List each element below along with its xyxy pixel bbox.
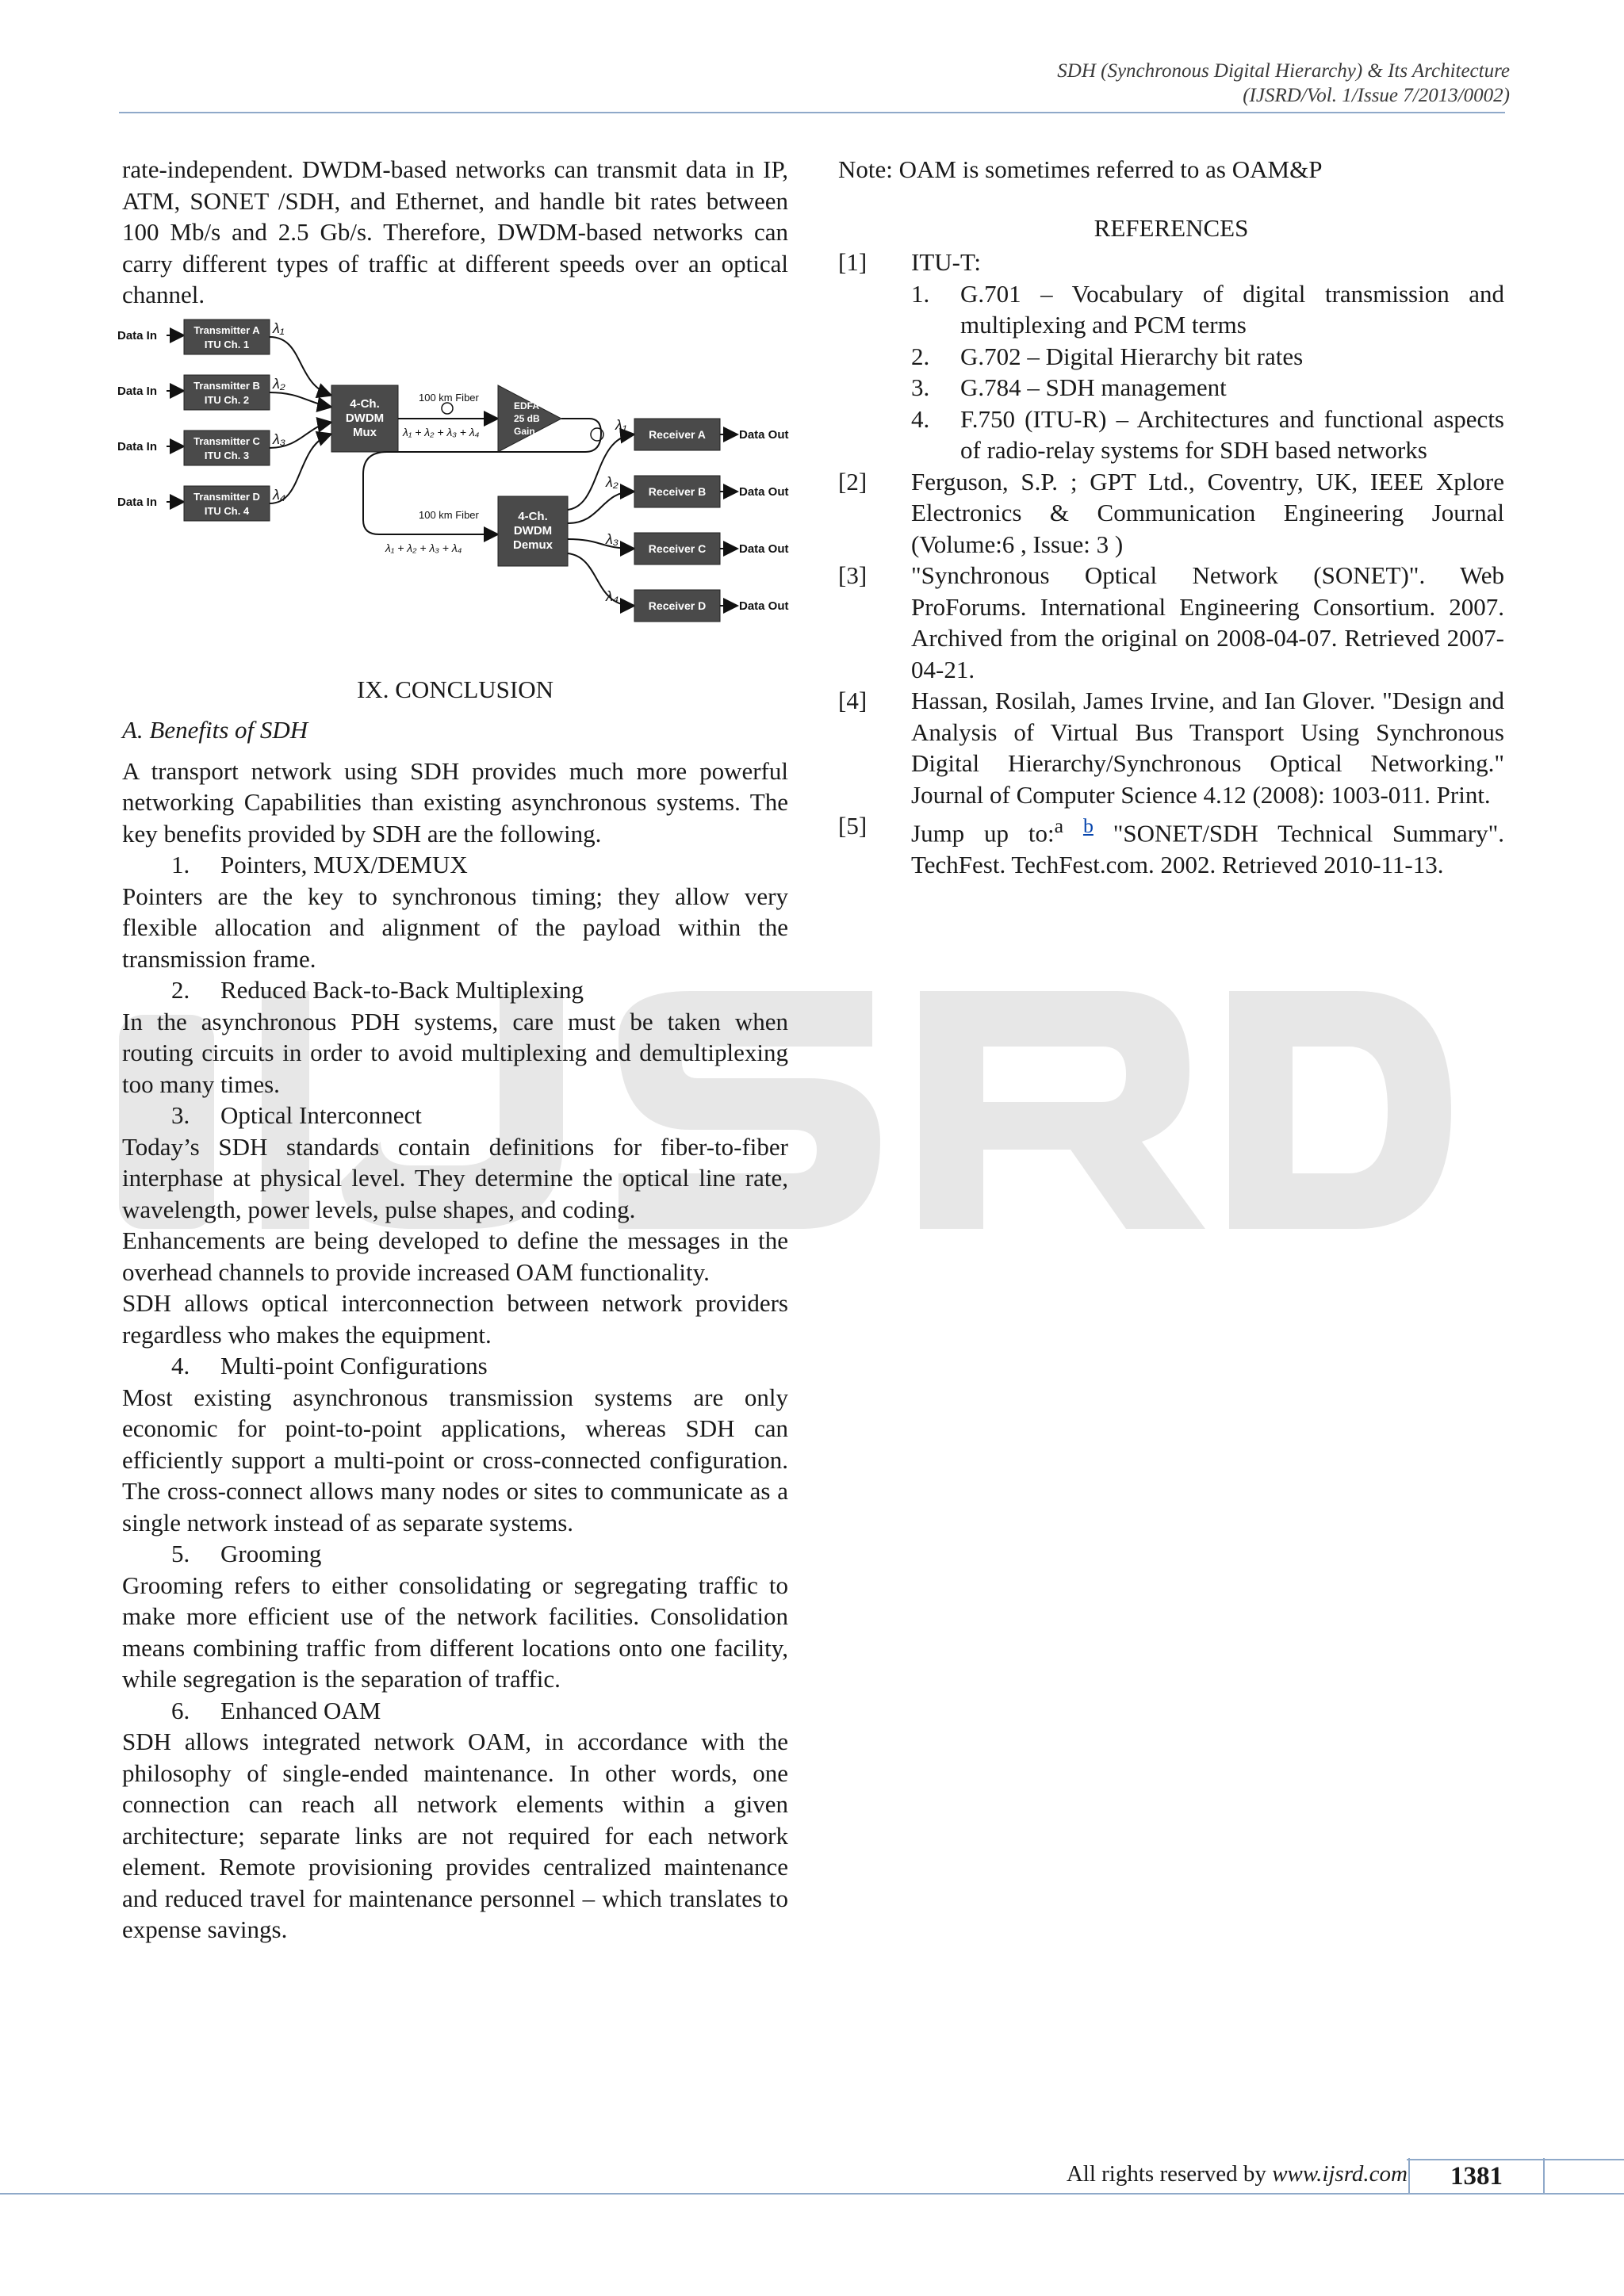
data-in-label-3: Data In <box>117 439 158 453</box>
benefit-6-title: 6. Enhanced OAM <box>171 1696 381 1724</box>
benefits-intro: A transport network using SDH provides much more powerful networking Capabilities than existing asynchronous systems. The key benefits provided by SDH are the following. <box>122 756 788 848</box>
svg-text:Gain: Gain <box>514 425 535 437</box>
svg-text:Transmitter A: Transmitter A <box>193 323 260 336</box>
jump-link-b[interactable]: b <box>1082 814 1094 837</box>
receiver-c <box>634 533 720 564</box>
dwdm-diagram <box>117 316 791 649</box>
dwdm-mux <box>331 385 398 452</box>
benefit-6-text: SDH allows integrated network OAM, in accordance with the philosophy of single-ended maintenance. In other words, one connection can reach all network elements within a given architecture; separate links are not required for each network element. Remote provisioning provides centralized maintenance and reduced travel for maintenance personnel – which translates to expense savings. <box>122 1728 788 1943</box>
reference-1: [1] ITU-T: 1. G.701 – Vocabulary of digital transmission and multiplexing and PCM terms 2. G.702 – Digital Hierarchy bit rates 3. G.784 – SDH management 4. F.750 (ITU-R) – Architectures and functional aspects of radio-relay systems for SDH based networks <box>838 247 1504 466</box>
oam-note: Note: OAM is sometimes referred to as OAM&P <box>838 155 1323 183</box>
svg-text:Receiver A: Receiver A <box>649 427 706 441</box>
page-number: 1381 <box>1408 2158 1545 2195</box>
benefit-4-title: 4. Multi-point Configurations <box>171 1352 488 1380</box>
benefit-2-title: 2. Reduced Back-to-Back Multiplexing <box>171 976 584 1004</box>
right-column <box>838 154 1504 880</box>
svg-text:Transmitter B: Transmitter B <box>193 379 260 392</box>
tx-lambda-2: λ₂ <box>273 375 285 392</box>
benefit-3-text-2: Enhancements are being developed to define the messages in the overhead channels to provide increased OAM functionality. <box>122 1226 788 1286</box>
svg-text:Receiver D: Receiver D <box>648 599 707 612</box>
transmitter-d <box>184 486 270 521</box>
dwdm-demux <box>498 496 568 566</box>
footer-rights: All rights reserved by www.ijsrd.com <box>1066 2161 1408 2187</box>
header-citation: (IJSRD/Vol. 1/Issue 7/2013/0002) <box>1243 85 1510 106</box>
reference-1-item-4: 4. F.750 (ITU-R) – Architectures and functional aspects of radio-relay systems for SDH based networks <box>911 404 1504 464</box>
running-header <box>1057 59 1510 108</box>
header-title: SDH (Synchronous Digital Hierarchy) & Its Architecture <box>1057 60 1510 82</box>
receiver-a <box>634 419 720 450</box>
wavelength-sum-top: λ₁ + λ₂ + λ₃ + λ₄ <box>403 425 480 438</box>
svg-text:ITU Ch. 1: ITU Ch. 1 <box>204 338 250 350</box>
reference-5: [5] Jump up to:$^a$ $^b$ "SONET/SDH Technical Summary". TechFest. TechFest.com. 2002. Retrieved 2010-11-13. <box>838 812 1505 878</box>
svg-text:ITU Ch. 2: ITU Ch. 2 <box>204 393 250 406</box>
data-out-label-3: Data Out <box>739 541 789 556</box>
reference-3: [3] "Synchronous Optical Network (SONET)". Web ProForums. International Engineering Consortium. 2007. Archived from the original on 2008-04-07. Retrieved 2007-04-21. <box>838 561 1504 683</box>
benefit-1-title: 1. Pointers, MUX/DEMUX <box>171 851 468 878</box>
references-heading: REFERENCES <box>1094 213 1249 242</box>
transmitter-c <box>184 430 270 465</box>
svg-text:ITU Ch. 3: ITU Ch. 3 <box>204 449 250 461</box>
fiber-label-bottom: 100 km Fiber <box>419 508 479 521</box>
svg-text:Receiver C: Receiver C <box>648 541 707 555</box>
transmitter-a <box>184 320 270 354</box>
header-rule <box>119 112 1505 113</box>
reference-4: [4] Hassan, Rosilah, James Irvine, and Ian Glover. "Design and Analysis of Virtual Bus Transport Using Synchronous Digital Hierarchy/Synchronous Optical Networking." Journal of Computer Science 4.12 (2008): 1003-011. Print. <box>838 687 1504 809</box>
svg-text:ITU Ch. 4: ITU Ch. 4 <box>204 504 250 517</box>
svg-text:25 dB: 25 dB <box>514 412 540 424</box>
reference-1-item-1: 1. G.701 – Vocabulary of digital transmission and multiplexing and PCM terms <box>911 279 1504 339</box>
rx-lambda-4: λ₄ <box>606 587 619 604</box>
rx-lambda-2: λ₂ <box>606 473 619 490</box>
benefit-3-text-3: SDH allows optical interconnection between network providers regardless who makes the equipment. <box>122 1289 788 1349</box>
receiver-b <box>634 476 720 507</box>
svg-text:Transmitter D: Transmitter D <box>193 490 260 503</box>
reference-1-item-3: 3. G.784 – SDH management <box>911 373 1227 401</box>
reference-2: [2] Ferguson, S.P. ; GPT Ltd., Coventry, UK, IEEE Xplore Electronics & Communication Engineering Journal (Volume:6 , Issue: 3 ) <box>838 467 1504 558</box>
benefit-2-text: In the asynchronous PDH systems, care must be taken when routing circuits in order to avoid multiplexing and demultiplexing too many times. <box>122 1007 788 1098</box>
data-in-label-2: Data In <box>117 384 158 398</box>
receiver-d <box>634 590 720 622</box>
benefit-5-text: Grooming refers to either consolidating or segregating traffic to make more efficient use of the network facilities. Consolidation means combining traffic from different locations onto one facility, while segregation is the separation of traffic. <box>122 1571 788 1693</box>
svg-text:EDFA: EDFA <box>514 400 540 411</box>
edfa-amplifier <box>498 385 561 452</box>
left-column <box>117 154 789 1946</box>
data-in-label-4: Data In <box>117 495 158 509</box>
dwdm-system-figure <box>117 316 791 649</box>
reference-1-item-2: 2. G.702 – Digital Hierarchy bit rates <box>911 342 1304 370</box>
svg-text:4-Ch.: 4-Ch. <box>518 509 548 523</box>
svg-text:Transmitter C: Transmitter C <box>193 434 260 447</box>
footer-rule <box>0 2193 1624 2195</box>
rx-lambda-1: λ₁ <box>615 416 627 433</box>
svg-text:Receiver B: Receiver B <box>648 484 707 498</box>
intro-paragraph: rate-independent. DWDM-based networks can transmit data in IP, ATM, SONET /SDH, and Ethernet, and handle bit rates between 100 Mb/s and 2.5 Gb/s. Therefore, DWDM-based networks can carry different types of traffic at different speeds over an optical channel. <box>122 155 788 308</box>
rx-lambda-3: λ₃ <box>606 530 619 547</box>
tx-lambda-4: λ₄ <box>273 486 286 503</box>
svg-text:DWDM: DWDM <box>513 523 553 538</box>
svg-text:Demux: Demux <box>512 538 553 552</box>
benefit-1-text: Pointers are the key to synchronous timing; they allow very flexible allocation and alignment of the payload within the transmission frame. <box>122 882 788 973</box>
benefit-5-title: 5. Grooming <box>171 1540 322 1567</box>
benefit-4-text: Most existing asynchronous transmission systems are only economic for point-to-point applications, whereas SDH can efficiently support a multi-point or cross-connected configuration. The cross-connect allows many nodes or sites to communicate as a single network instead of as separate systems. <box>122 1383 788 1536</box>
data-out-label-2: Data Out <box>739 484 789 499</box>
footer-site-link[interactable]: www.ijsrd.com <box>1272 2161 1408 2187</box>
transmitter-b <box>184 375 270 410</box>
benefit-3-text-1: Today’s SDH standards contain definitions for fiber-to-fiber interphase at physical level. They determine the optical line rate, wavelength, power levels, pulse shapes, and coding. <box>122 1132 788 1223</box>
svg-text:Mux: Mux <box>353 425 377 439</box>
benefit-3-title: 3. Optical Interconnect <box>171 1101 422 1129</box>
data-in-label-1: Data In <box>117 328 158 342</box>
svg-text:DWDM: DWDM <box>345 411 385 425</box>
data-out-label-1: Data Out <box>739 427 789 442</box>
fiber-label-top: 100 km Fiber <box>419 391 479 404</box>
wavelength-sum-bottom: λ₁ + λ₂ + λ₃ + λ₄ <box>385 541 462 554</box>
tx-lambda-3: λ₃ <box>273 430 285 447</box>
svg-text:4-Ch.: 4-Ch. <box>350 396 380 411</box>
tx-lambda-1: λ₁ <box>273 320 285 336</box>
conclusion-heading: IX. CONCLUSION <box>357 675 553 703</box>
data-out-label-4: Data Out <box>739 599 789 613</box>
benefits-subheading: A. Benefits of SDH <box>122 716 308 744</box>
